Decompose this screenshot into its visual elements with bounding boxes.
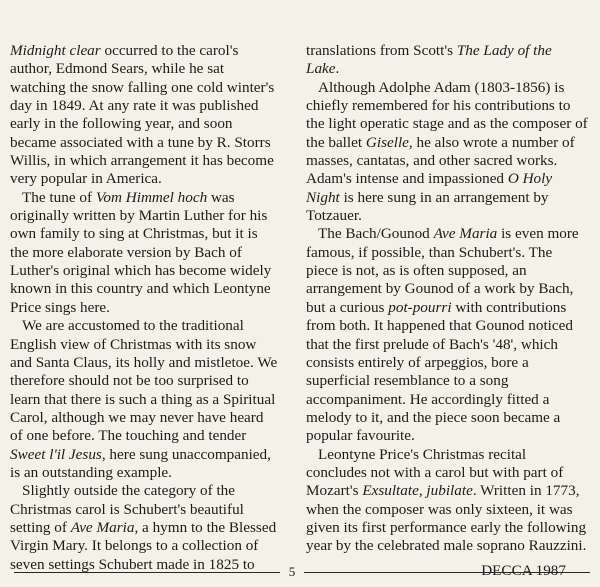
page-number: 5 (288, 564, 296, 579)
paragraph (10, 317, 278, 482)
page-footer (0, 566, 600, 580)
footer-rule-left (14, 572, 280, 573)
paragraph-text: Although Adolphe Adam (1803-1856) is chiefly remembered for his contributions to the light operatic stage and as the composer of the ballet (306, 78, 588, 151)
paragraph (10, 189, 278, 317)
paragraph-text: occurred to the carol's author, Edmond Sears, while he sat watching the snow falling one cold winter's day in 1849. At any rate it was published early in the following year, and soon became associated with a tune by R. Storrs Willis, in which arrangement it has become very popular in America. (10, 42, 275, 188)
paragraph-text: We are accustomed to the traditional English view of Christmas with its snow and Santa Claus, its holly and mistletoe. We therefore should not be too surprised to learn that there is such a thing as a Spiritual Carol, although we may never have heard of one before. The touching and tender (10, 317, 278, 445)
paragraph-text: , here sung unaccompanied, is an outstanding example. (10, 445, 271, 481)
right-text-column (306, 42, 588, 580)
paragraph-text: is here sung in an arrangement by Totzauer. (306, 188, 549, 225)
paragraph (306, 225, 588, 445)
italic-title-text: Midnight clear (10, 42, 101, 59)
paragraph (306, 79, 588, 226)
paragraph (10, 482, 278, 574)
paragraph (306, 446, 588, 556)
italic-title-text: Ave Maria (70, 518, 135, 536)
paragraph-text: The Bach/Gounod (318, 225, 434, 243)
italic-title-text: pot-pourri (388, 298, 452, 316)
italic-title-text: Ave Maria (433, 225, 498, 243)
left-text-column (10, 42, 278, 574)
signoff-label: DECCA 1987 (481, 561, 566, 579)
paragraph-text: Leontyne Price's Christmas recital concludes not with a carol but with part of Mozart's (306, 445, 564, 500)
paragraph-text: Slightly outside the category of the Christmas carol is Schubert's beautiful setting of (10, 482, 244, 536)
paragraph-text: was originally written by Martin Luther for his own family to sing at Christmas, but it is the more elaborate version by Bach of Luther's original which has become widely known in this country and which Leontyne Price sings here. (10, 188, 272, 316)
paragraph-text: , he also wrote a number of masses, cantatas, and other sacred works. Adam's intense and impassioned (306, 133, 575, 188)
paragraph-text: translations from Scott's (306, 42, 457, 59)
italic-title-text: O Holy Night (306, 170, 553, 206)
paragraph-text: . (335, 60, 340, 78)
italic-title-text: Exsultate, jubilate (362, 482, 473, 500)
paragraph-text: . Written in 1773, when the composer was only sixteen, it was given its first performance early the following year by the celebrated male soprano Rauzzini. (306, 482, 587, 555)
paragraph-text: is even more famous, if possible, than Schubert's. The piece is not, as is often supposed, an arrangement by Gounod of a work by Bach, but a curious (306, 225, 579, 316)
italic-title-text: Vom Himmel hoch (95, 188, 208, 206)
paragraph (10, 42, 278, 189)
italic-title-text: Sweet l'il Jesus (10, 445, 102, 463)
italic-title-text: Giselle (365, 133, 409, 151)
italic-title-text: The Lady of the Lake (306, 42, 552, 78)
paragraph (306, 42, 588, 79)
footer-rule-right (304, 572, 590, 573)
paragraph-text: with contributions from both. It happened that Gounod noticed that the first prelude of Bach's '48', which consists entirely of arpeggios, bore a superficial resemblance to a song accompaniment. He accordingly fitted a melody to it, and the piece soon became a popular favourite. (306, 298, 573, 445)
paragraph-text: , a hymn to the Blessed Virgin Mary. It belongs to a collection of seven settings Schubert made in 1825 to (10, 518, 277, 573)
paragraph-text: The tune of (22, 188, 96, 206)
